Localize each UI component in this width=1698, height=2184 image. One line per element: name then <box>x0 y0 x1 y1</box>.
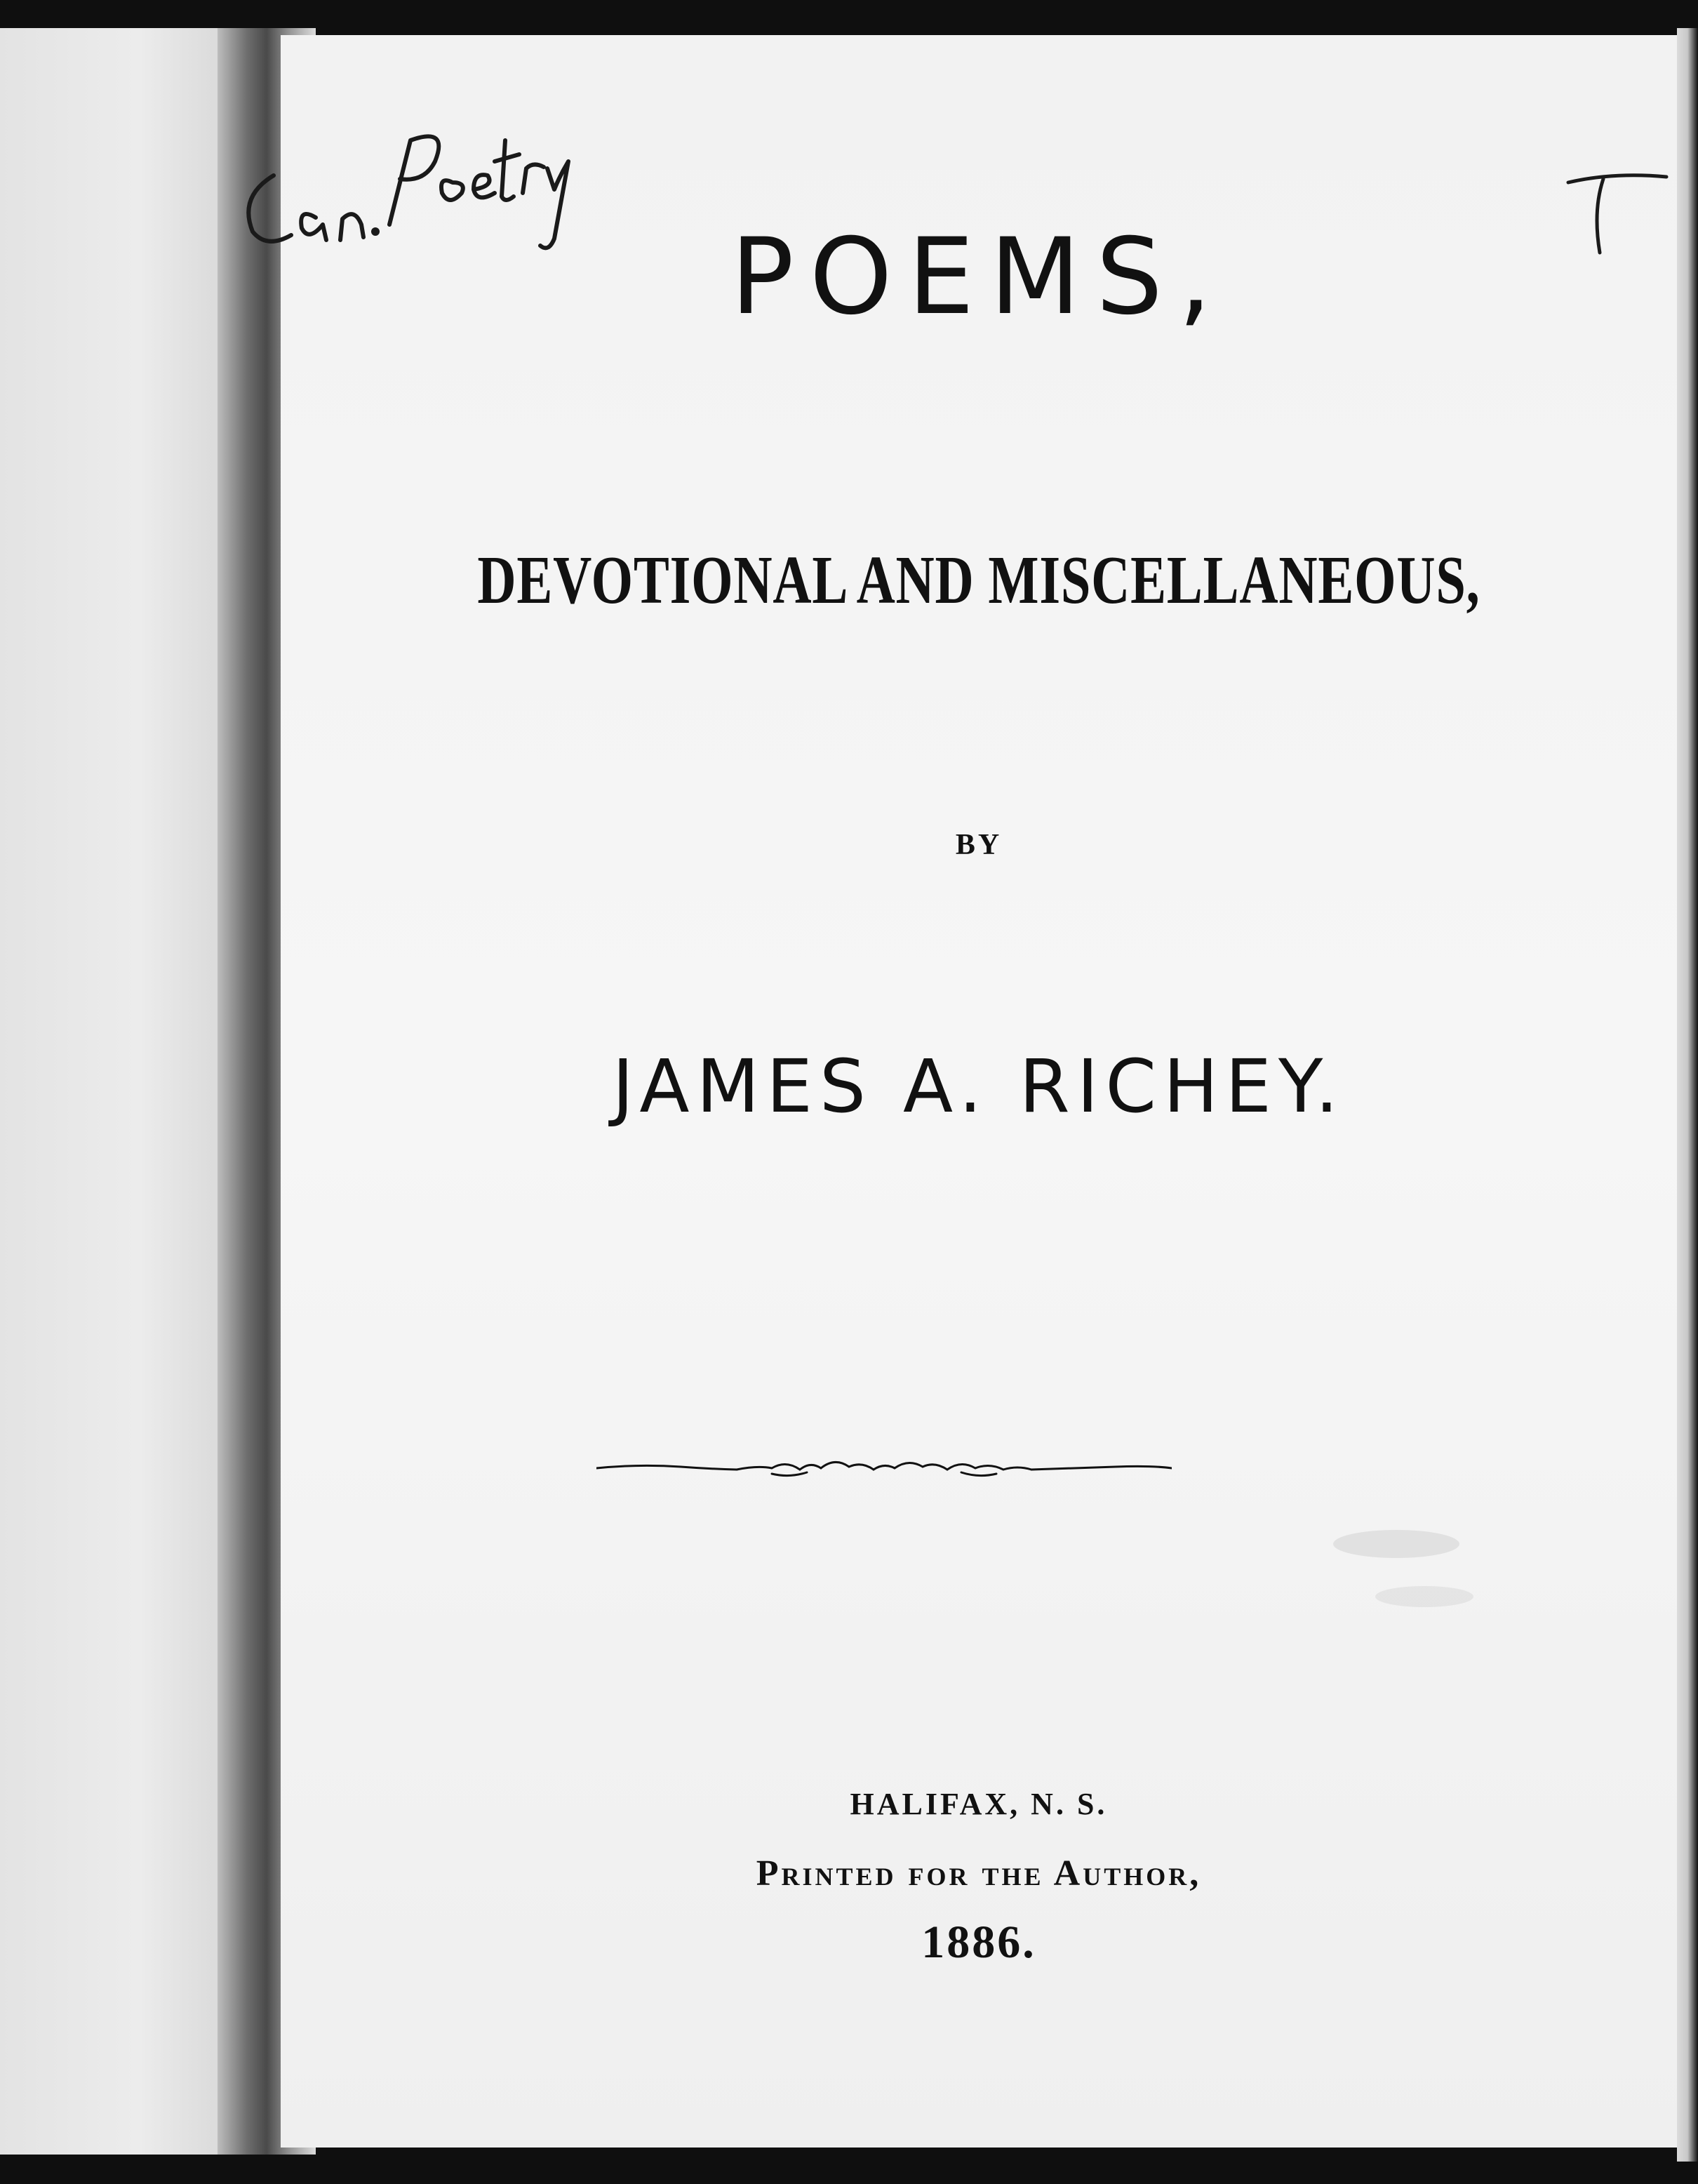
byline: BY <box>955 829 1003 861</box>
author-name: JAMES A. RICHEY. <box>612 1044 1346 1129</box>
adjacent-left-page <box>0 28 232 2155</box>
scan-blemish <box>1375 1586 1473 1607</box>
book-title: POEMS, <box>730 216 1227 338</box>
book-subtitle: DEVOTIONAL AND MISCELLANEOUS, <box>477 542 1480 618</box>
imprint-printer: Printed for the Author, <box>756 1853 1202 1893</box>
ornamental-rule <box>596 1446 1172 1488</box>
scan-blemish <box>1333 1530 1459 1558</box>
imprint-year: 1886. <box>921 1917 1036 1968</box>
imprint-place: HALIFAX, N. S. <box>850 1787 1108 1821</box>
page-edge <box>1677 28 1698 2162</box>
